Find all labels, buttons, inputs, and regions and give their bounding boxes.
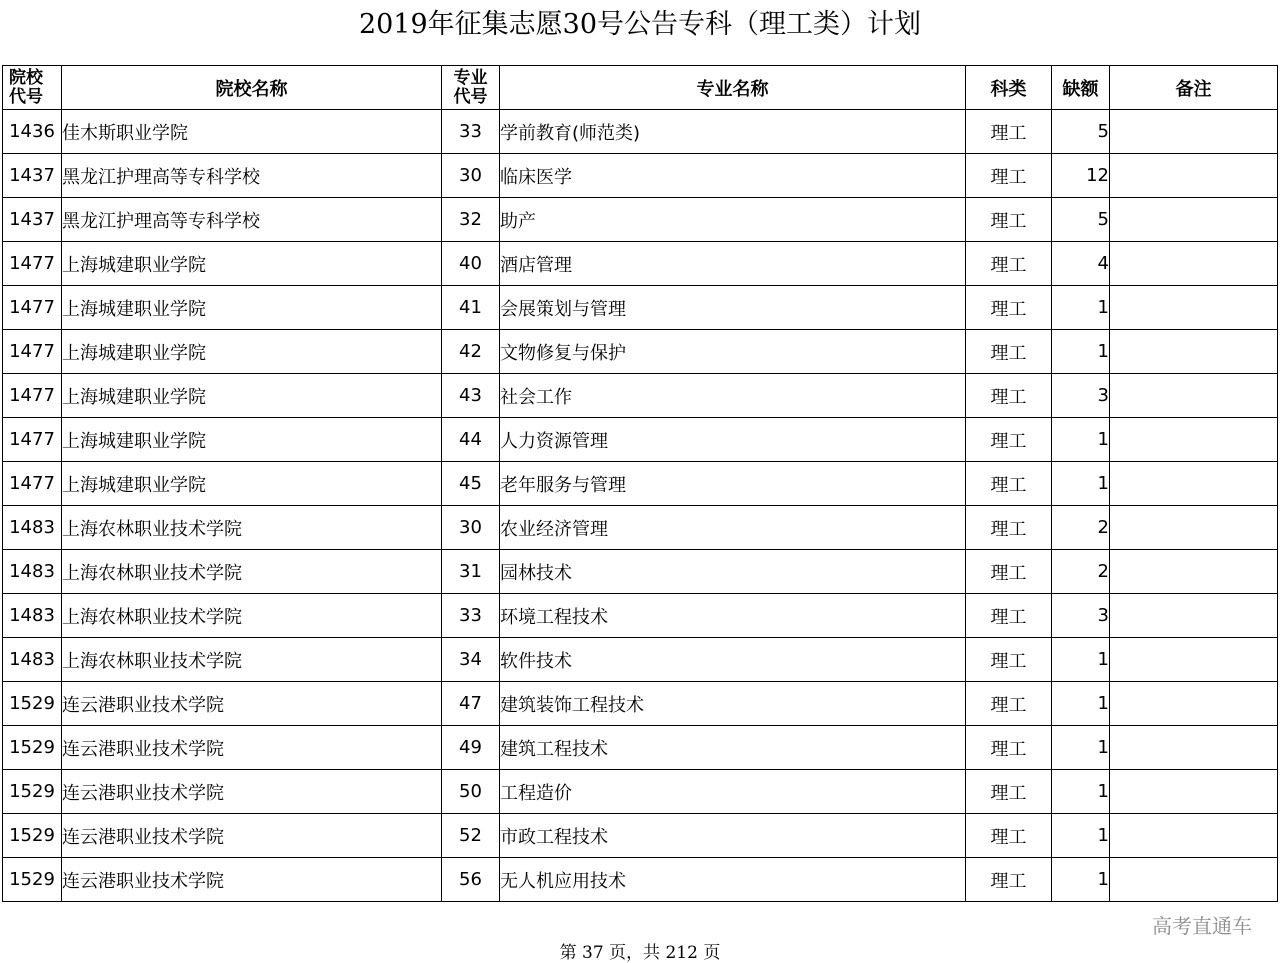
major-code-cell: 56 [442,858,500,902]
school-code-cell: 1529 [3,770,62,814]
school-name-cell: 黑龙江护理高等专科学校 [62,154,442,198]
category-cell: 理工 [966,594,1052,638]
category-cell: 理工 [966,638,1052,682]
header-quota: 缺额 [1052,66,1110,110]
school-code-cell: 1529 [3,858,62,902]
school-code-cell: 1483 [3,594,62,638]
school-name-cell: 上海农林职业技术学院 [62,594,442,638]
table-row [3,198,1278,242]
category-cell: 理工 [966,462,1052,506]
remarks-cell [1110,110,1278,154]
table-row [3,638,1278,682]
category-cell: 理工 [966,550,1052,594]
quota-cell: 4 [1052,242,1110,286]
school-code-cell: 1477 [3,374,62,418]
remarks-cell [1110,726,1278,770]
major-code-cell: 33 [442,110,500,154]
quota-cell: 5 [1052,198,1110,242]
quota-cell: 1 [1052,330,1110,374]
table-row [3,286,1278,330]
category-cell: 理工 [966,154,1052,198]
major-name-cell: 会展策划与管理 [500,286,966,330]
quota-cell: 1 [1052,858,1110,902]
remarks-cell [1110,638,1278,682]
remarks-cell [1110,198,1278,242]
category-cell: 理工 [966,110,1052,154]
quota-cell: 3 [1052,374,1110,418]
remarks-cell [1110,770,1278,814]
major-name-cell: 老年服务与管理 [500,462,966,506]
school-code-cell: 1436 [3,110,62,154]
remarks-cell [1110,506,1278,550]
school-name-cell: 连云港职业技术学院 [62,770,442,814]
remarks-cell [1110,462,1278,506]
major-name-cell: 酒店管理 [500,242,966,286]
major-code-cell: 44 [442,418,500,462]
remarks-cell [1110,418,1278,462]
page-title: 2019年征集志愿30号公告专科（理工类）计划 [358,9,922,40]
remarks-cell [1110,330,1278,374]
school-name-cell: 连云港职业技术学院 [62,726,442,770]
major-code-cell: 31 [442,550,500,594]
school-name-cell: 上海城建职业学院 [62,242,442,286]
school-code-cell: 1529 [3,814,62,858]
major-name-cell: 文物修复与保护 [500,330,966,374]
school-code-cell: 1437 [3,154,62,198]
table-row [3,682,1278,726]
school-code-cell: 1477 [3,286,62,330]
major-name-cell: 工程造价 [500,770,966,814]
school-code-cell: 1477 [3,242,62,286]
major-code-cell: 47 [442,682,500,726]
school-name-cell: 上海城建职业学院 [62,330,442,374]
school-name-cell: 上海城建职业学院 [62,286,442,330]
table-row [3,418,1278,462]
major-name-cell: 农业经济管理 [500,506,966,550]
quota-cell: 1 [1052,462,1110,506]
quota-cell: 1 [1052,638,1110,682]
remarks-cell [1110,814,1278,858]
school-name-cell: 黑龙江护理高等专科学校 [62,198,442,242]
quota-cell: 1 [1052,770,1110,814]
remarks-cell [1110,682,1278,726]
watermark: 高考直通车 [1152,914,1252,938]
quota-cell: 1 [1052,726,1110,770]
major-name-cell: 助产 [500,198,966,242]
remarks-cell [1110,286,1278,330]
school-name-cell: 连云港职业技术学院 [62,814,442,858]
major-name-cell: 市政工程技术 [500,814,966,858]
major-code-cell: 49 [442,726,500,770]
header-row [3,66,1278,110]
school-name-cell: 上海农林职业技术学院 [62,506,442,550]
table-row [3,110,1278,154]
major-code-cell: 52 [442,814,500,858]
table-row [3,594,1278,638]
major-name-cell: 软件技术 [500,638,966,682]
quota-cell: 1 [1052,682,1110,726]
remarks-cell [1110,550,1278,594]
header-major-name: 专业名称 [500,66,966,110]
major-name-cell: 建筑装饰工程技术 [500,682,966,726]
quota-cell: 3 [1052,594,1110,638]
quota-cell: 12 [1052,154,1110,198]
remarks-cell [1110,154,1278,198]
major-name-cell: 环境工程技术 [500,594,966,638]
major-code-cell: 43 [442,374,500,418]
quota-cell: 5 [1052,110,1110,154]
major-name-cell: 建筑工程技术 [500,726,966,770]
school-name-cell: 佳木斯职业学院 [62,110,442,154]
major-code-cell: 45 [442,462,500,506]
category-cell: 理工 [966,418,1052,462]
school-code-cell: 1529 [3,682,62,726]
table-row [3,550,1278,594]
table-row [3,506,1278,550]
quota-cell: 1 [1052,286,1110,330]
major-code-cell: 33 [442,594,500,638]
major-code-cell: 50 [442,770,500,814]
major-code-cell: 30 [442,506,500,550]
category-cell: 理工 [966,682,1052,726]
table-row [3,858,1278,902]
remarks-cell [1110,242,1278,286]
major-code-cell: 32 [442,198,500,242]
quota-cell: 2 [1052,506,1110,550]
table-row [3,374,1278,418]
header-major-code: 专业 代号 [442,66,500,110]
header-remarks: 备注 [1110,66,1278,110]
category-cell: 理工 [966,858,1052,902]
school-name-cell: 上海城建职业学院 [62,374,442,418]
school-code-cell: 1477 [3,418,62,462]
table-row [3,770,1278,814]
header-school-name: 院校名称 [62,66,442,110]
quota-cell: 1 [1052,418,1110,462]
major-code-cell: 34 [442,638,500,682]
header-category: 科类 [966,66,1052,110]
table-row [3,462,1278,506]
school-code-cell: 1483 [3,550,62,594]
category-cell: 理工 [966,726,1052,770]
major-name-cell: 无人机应用技术 [500,858,966,902]
school-name-cell: 上海城建职业学院 [62,418,442,462]
school-code-cell: 1483 [3,506,62,550]
school-code-cell: 1477 [3,462,62,506]
quota-cell: 2 [1052,550,1110,594]
major-code-cell: 42 [442,330,500,374]
major-code-cell: 40 [442,242,500,286]
category-cell: 理工 [966,770,1052,814]
category-cell: 理工 [966,330,1052,374]
table-row [3,726,1278,770]
school-name-cell: 上海城建职业学院 [62,462,442,506]
school-name-cell: 连云港职业技术学院 [62,682,442,726]
quota-cell: 1 [1052,814,1110,858]
category-cell: 理工 [966,374,1052,418]
major-name-cell: 学前教育(师范类) [500,110,966,154]
header-school-code: 院校 代号 [3,66,62,110]
category-cell: 理工 [966,814,1052,858]
table-body [3,110,1278,902]
table-row [3,242,1278,286]
major-name-cell: 临床医学 [500,154,966,198]
remarks-cell [1110,594,1278,638]
major-code-cell: 30 [442,154,500,198]
school-name-cell: 上海农林职业技术学院 [62,638,442,682]
table-row [3,814,1278,858]
category-cell: 理工 [966,242,1052,286]
school-code-cell: 1437 [3,198,62,242]
category-cell: 理工 [966,198,1052,242]
plan-table [2,65,1278,902]
category-cell: 理工 [966,286,1052,330]
major-code-cell: 41 [442,286,500,330]
school-name-cell: 连云港职业技术学院 [62,858,442,902]
major-name-cell: 社会工作 [500,374,966,418]
school-code-cell: 1477 [3,330,62,374]
table-row [3,154,1278,198]
school-code-cell: 1529 [3,726,62,770]
school-code-cell: 1483 [3,638,62,682]
major-name-cell: 园林技术 [500,550,966,594]
remarks-cell [1110,858,1278,902]
table-row [3,330,1278,374]
page-footer: 第 37 页，共 212 页 [559,943,721,963]
category-cell: 理工 [966,506,1052,550]
school-name-cell: 上海农林职业技术学院 [62,550,442,594]
remarks-cell [1110,374,1278,418]
major-name-cell: 人力资源管理 [500,418,966,462]
